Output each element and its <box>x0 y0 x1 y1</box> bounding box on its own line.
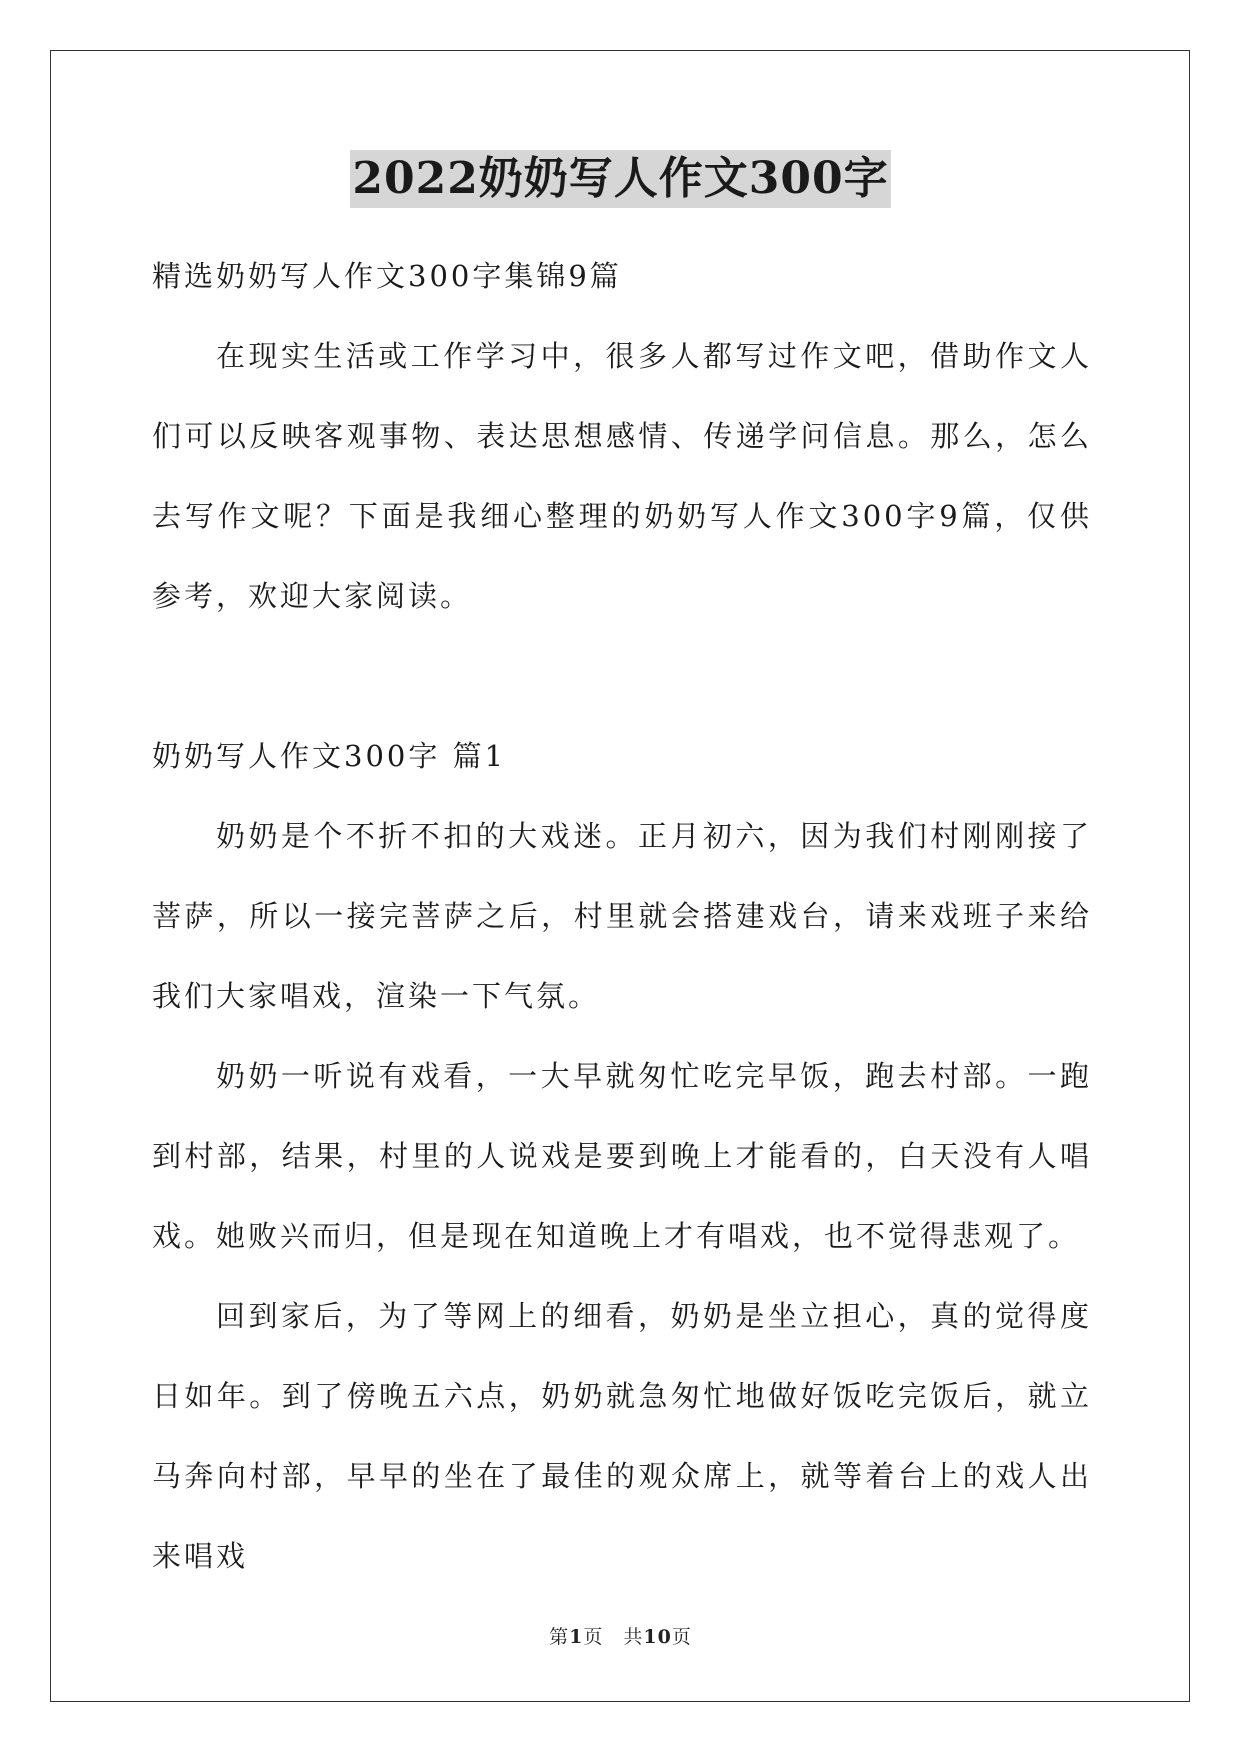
footer-page-total: 10 <box>643 1626 672 1648</box>
intro-paragraph: 在现实生活或工作学习中，很多人都写过作文吧，借助作文人们可以反映客观事物、表达思想感情、传递学问信息。那么，怎么去写作文呢？下面是我细心整理的奶奶写人作文300字9篇，仅供参考，欢迎大家阅读。 <box>152 339 1092 613</box>
document-title: 2022奶奶写人作文300字 <box>350 150 890 208</box>
title-container <box>0 150 1241 208</box>
footer-page-current: 1 <box>569 1626 584 1648</box>
footer-page-prefix: 第 <box>549 1626 570 1648</box>
section-spacer <box>152 636 1092 716</box>
section-heading: 奶奶写人作文300字 篇1 <box>152 739 507 773</box>
body-paragraph-3: 回到家后，为了等网上的细看，奶奶是坐立担心，真的觉得度日如年。到了傍晚五六点，奶奶就急匆忙地做好饭吃完饭后，就立马奔向村部，早早的坐在了最佳的观众席上，就等着台上的戏人出来唱戏 <box>152 1299 1092 1573</box>
page-footer <box>0 1622 1241 1649</box>
body-paragraph-1: 奶奶是个不折不扣的大戏迷。正月初六，因为我们村刚刚接了菩萨，所以一接完菩萨之后，村里就会搭建戏台，请来戏班子来给我们大家唱戏，渲染一下气氛。 <box>152 819 1092 1013</box>
body-paragraph-2: 奶奶一听说有戏看，一大早就匆忙吃完早饭，跑去村部。一跑到村部，结果，村里的人说戏是要到晚上才能看的，白天没有人唱戏。她败兴而归，但是现在知道晚上才有唱戏，也不觉得悲观了。 <box>152 1059 1092 1253</box>
footer-page-mid: 页 共 <box>583 1626 644 1648</box>
document-body <box>152 236 1092 1596</box>
document-subtitle: 精选奶奶写人作文300字集锦9篇 <box>152 259 622 293</box>
footer-page-suffix: 页 <box>671 1626 692 1648</box>
